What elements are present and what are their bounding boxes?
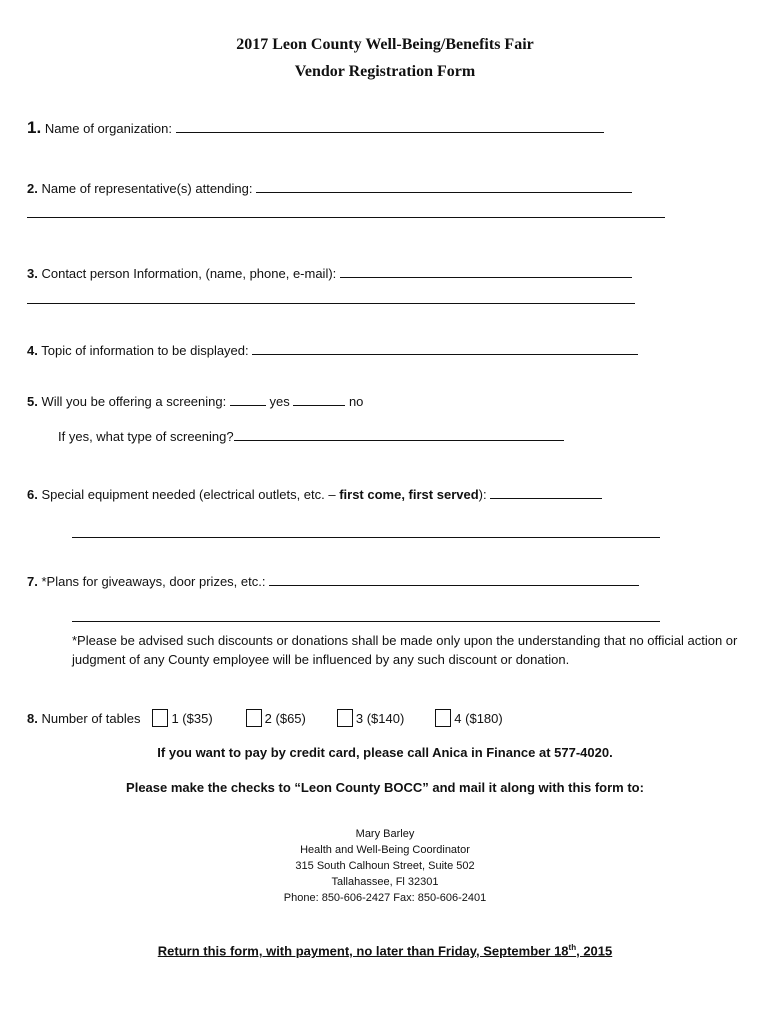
q6-label: Special equipment needed (electrical outlets, etc. – — [41, 487, 340, 502]
contact-street: 315 South Calhoun Street, Suite 502 — [295, 860, 475, 872]
checkbox-2-tables[interactable] — [246, 709, 262, 727]
contact-info-field-line-2[interactable] — [27, 303, 635, 304]
q7-number: 7. — [27, 574, 38, 589]
q7-label: *Plans for giveaways, door prizes, etc.: — [41, 574, 266, 589]
screening-yes-field[interactable] — [230, 393, 266, 406]
screening-no-label: no — [348, 394, 364, 409]
screening-no-field[interactable] — [293, 393, 345, 406]
q3-row — [27, 265, 632, 281]
q6-label-end: ): — [478, 487, 487, 502]
special-equipment-field[interactable] — [490, 486, 602, 499]
q1-row — [27, 118, 604, 138]
table-option-4[interactable] — [435, 709, 502, 727]
topic-field[interactable] — [252, 342, 638, 355]
giveaways-field-line-2[interactable] — [72, 621, 660, 622]
q5-label: Will you be offering a screening: — [41, 394, 227, 409]
checkbox-4-tables[interactable] — [435, 709, 451, 727]
return-deadline-year: , 2015 — [576, 943, 613, 959]
q3-label: Contact person Information, (name, phone, e-mail): — [41, 266, 337, 281]
q5-followup-label: If yes, what type of screening? — [58, 429, 234, 444]
checkbox-3-tables[interactable] — [337, 709, 353, 727]
form-title: 2017 Leon County Well-Being/Benefits Fair — [236, 36, 534, 53]
q8-row — [27, 709, 503, 727]
q6-label-bold: first come, first served — [339, 487, 479, 502]
q4-label: Topic of information to be displayed: — [41, 343, 249, 358]
table-option-2[interactable] — [246, 709, 306, 727]
checkbox-1-table[interactable] — [152, 709, 168, 727]
q1-label: Name of organization: — [44, 121, 172, 136]
q8-label: Number of tables — [41, 710, 141, 726]
giveaways-disclaimer: *Please be advised such discounts or donations shall be made only upon the understanding that no official action or judgment of any County employee will be influenced by any such discount or donation. — [72, 633, 738, 667]
q5-row — [27, 393, 363, 409]
special-equipment-field-line-2[interactable] — [72, 537, 660, 538]
representatives-field[interactable] — [256, 180, 632, 193]
check-instruction: Please make the checks to “Leon County BOCC” and mail it along with this form to: — [126, 780, 644, 795]
representatives-field-line-2[interactable] — [27, 217, 665, 218]
form-subtitle: Vendor Registration Form — [294, 63, 476, 80]
q4-number: 4. — [27, 343, 38, 358]
table-option-3-label: 3 ($140) — [355, 710, 405, 726]
return-deadline-sup: th — [568, 943, 577, 952]
contact-name: Mary Barley — [355, 828, 415, 840]
return-deadline-text: Return this form, with payment, no later than Friday, September 18 — [157, 943, 569, 959]
q6-row — [27, 486, 602, 502]
q2-row — [27, 180, 632, 196]
screening-yes-label: yes — [269, 394, 290, 409]
credit-card-instruction: If you want to pay by credit card, please call Anica in Finance at 577-4020. — [157, 745, 613, 760]
return-deadline — [0, 943, 770, 958]
table-option-4-label: 4 ($180) — [454, 710, 503, 726]
q3-number: 3. — [27, 266, 38, 281]
q2-number: 2. — [27, 181, 38, 196]
table-option-2-label: 2 ($65) — [264, 710, 306, 726]
giveaways-field[interactable] — [269, 573, 639, 586]
q2-label: Name of representative(s) attending: — [41, 181, 253, 196]
table-option-1[interactable] — [152, 709, 212, 727]
contact-title: Health and Well-Being Coordinator — [300, 844, 470, 856]
table-option-3[interactable] — [337, 709, 404, 727]
q6-number: 6. — [27, 487, 38, 502]
q1-number: 1. — [27, 118, 42, 137]
contact-info-field[interactable] — [340, 265, 632, 278]
contact-phone-fax: Phone: 850-606-2427 Fax: 850-606-2401 — [283, 892, 487, 904]
q8-number: 8. — [27, 710, 38, 726]
q5-followup-row — [58, 428, 564, 444]
table-option-1-label: 1 ($35) — [171, 710, 213, 726]
q7-row — [27, 573, 639, 589]
contact-city: Tallahassee, Fl 32301 — [331, 876, 439, 888]
screening-type-field[interactable] — [234, 428, 564, 441]
q4-row — [27, 342, 638, 358]
organization-name-field[interactable] — [176, 120, 604, 133]
q5-number: 5. — [27, 394, 38, 409]
mailing-address — [0, 826, 770, 906]
